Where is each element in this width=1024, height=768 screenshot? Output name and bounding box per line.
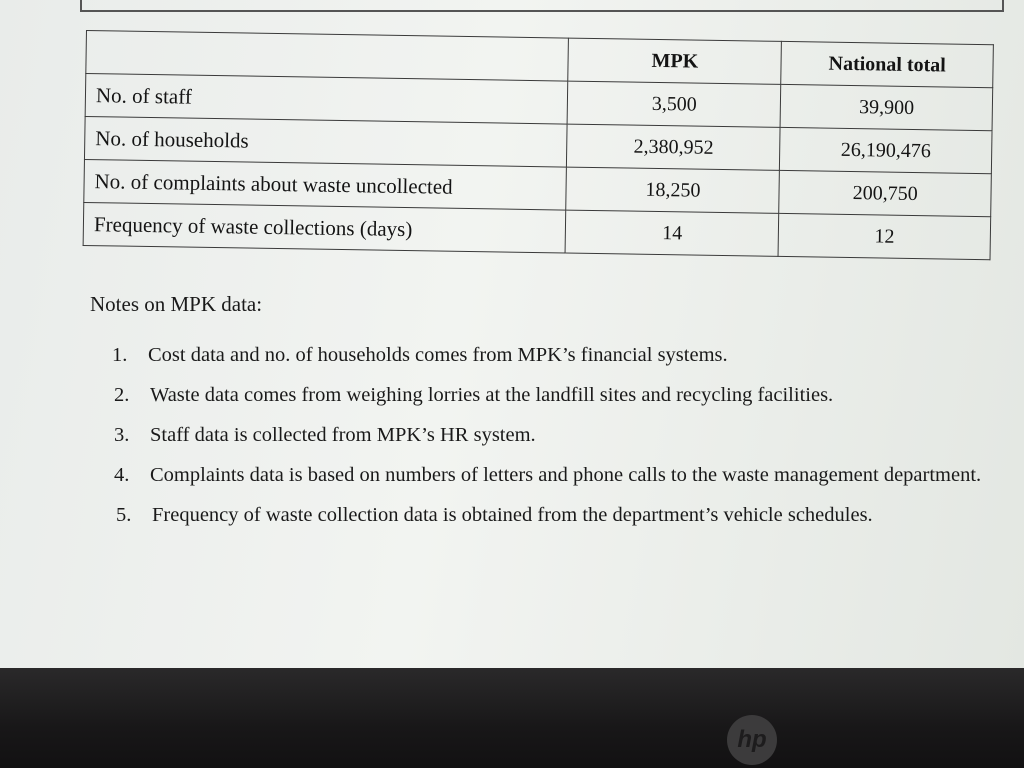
table-header-mpk: MPK [568,38,782,84]
list-item-text: Cost data and no. of households comes from MPK’s financial systems. [148,344,728,366]
row-national-value: 39,900 [780,84,992,130]
row-label: No. of staff [85,74,568,125]
list-item [116,495,990,535]
list-item-text: Complaints data is based on numbers of letters and phone calls to the waste management department. [150,464,982,486]
laptop-bezel [0,668,1024,768]
row-mpk-value: 18,250 [566,167,780,213]
row-national-value: 12 [778,213,990,259]
list-item [114,415,990,455]
comparison-table [83,30,994,260]
row-national-value: 200,750 [779,170,991,216]
row-national-value: 26,190,476 [780,127,992,173]
notes-section [90,292,990,535]
list-item-number: 2. [114,384,130,406]
list-item-text: Waste data comes from weighing lorries at the landfill sites and recycling facilities. [150,384,834,406]
list-item [114,375,990,415]
table-header-empty [86,31,569,82]
list-item-text: Staff data is collected from MPK’s HR system. [150,424,536,446]
hp-logo-icon: hp [727,715,777,765]
notes-list [90,335,990,535]
list-item-number: 1. [112,344,128,366]
list-item-number: 5. [116,504,132,526]
row-mpk-value: 2,380,952 [567,124,781,170]
list-item [114,455,990,495]
row-mpk-value: 3,500 [568,81,782,127]
row-mpk-value: 14 [566,210,780,256]
list-item-number: 4. [114,464,130,486]
row-label: Frequency of waste collections (days) [83,202,566,253]
list-item-text: Frequency of waste collection data is obtained from the department’s vehicle schedules. [152,504,873,526]
previous-table-edge [80,0,1004,12]
list-item [112,335,990,375]
row-label: No. of complaints about waste uncollected [84,159,567,210]
notes-title: Notes on MPK data: [90,292,263,316]
table-header-national-total: National total [781,41,993,87]
row-label: No. of households [84,116,567,167]
list-item-number: 3. [114,424,130,446]
